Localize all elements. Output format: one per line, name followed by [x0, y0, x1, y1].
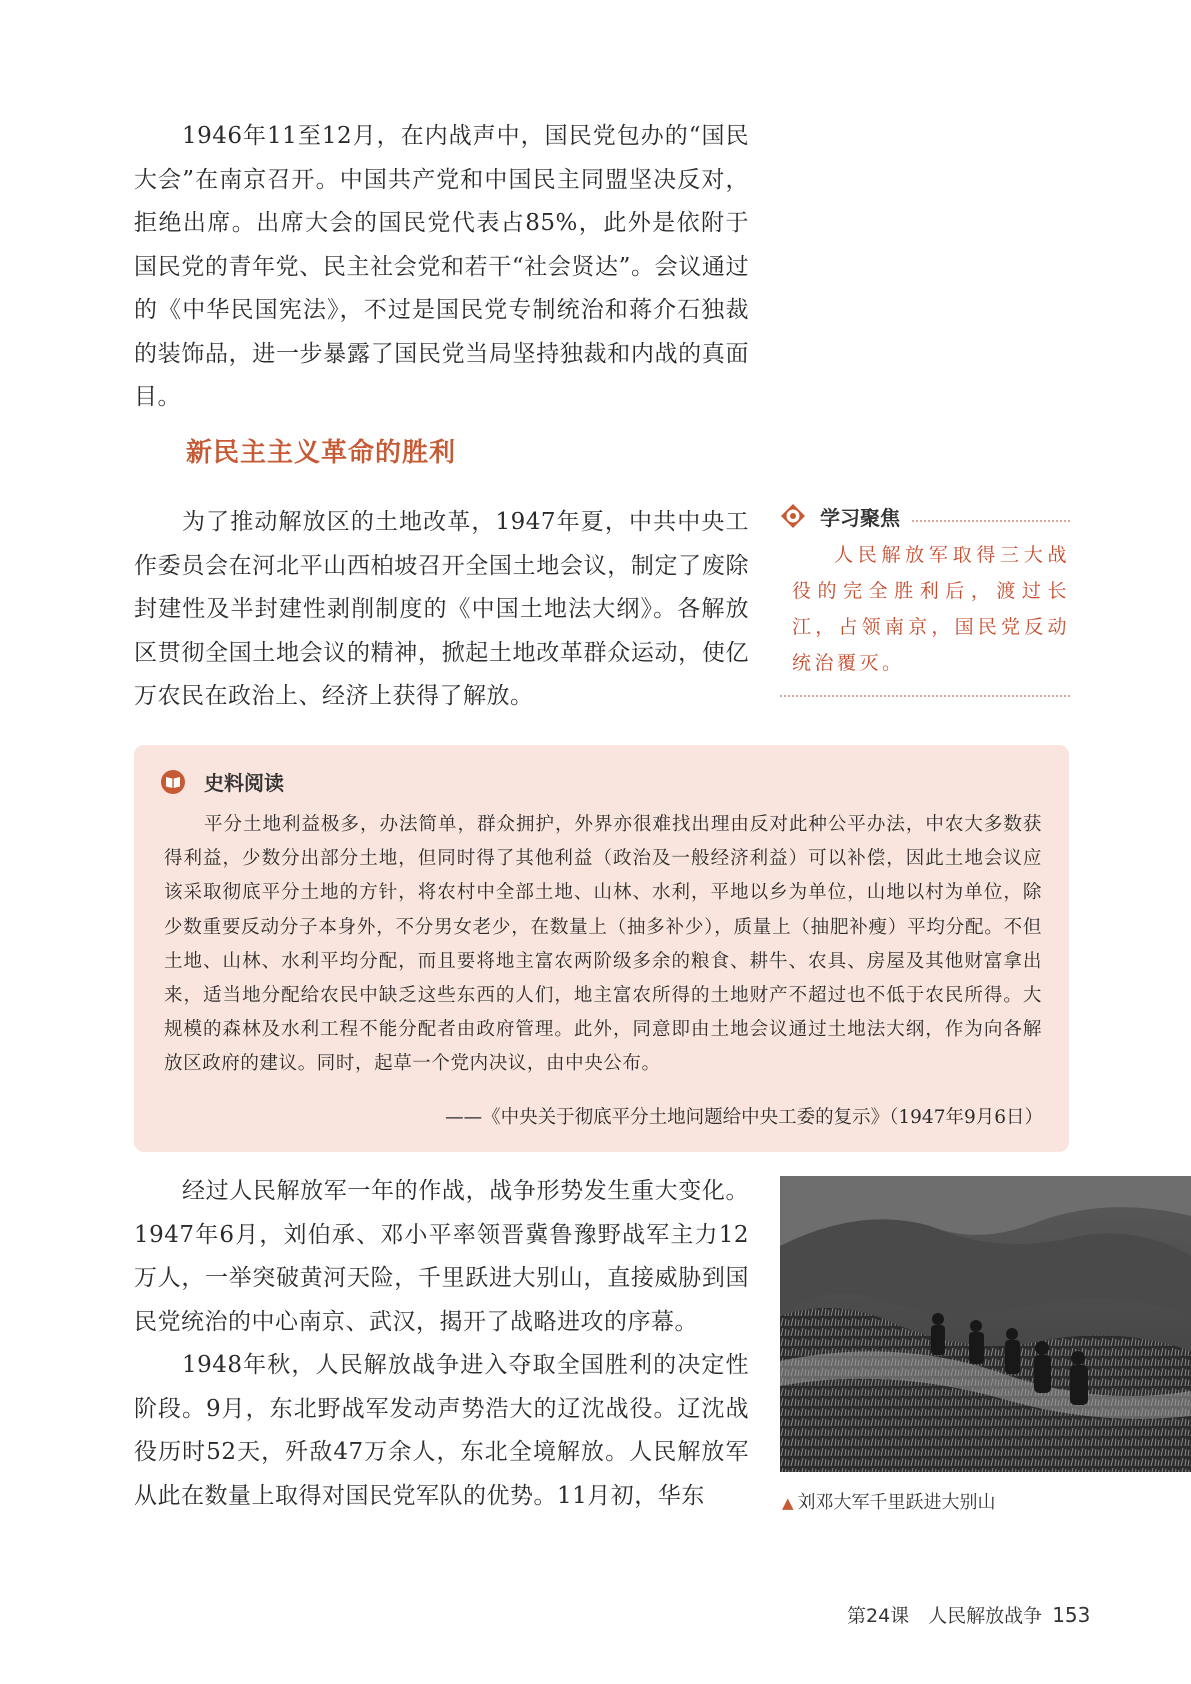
historical-photo — [780, 1176, 1191, 1472]
photo-caption-text: 刘邓大军千里跃进大别山 — [797, 1492, 996, 1513]
learning-focus-text: 人民解放军取得三大战役的完全胜利后，渡过长江，占领南京，国民党反动统治覆灭。 — [792, 544, 1070, 674]
paragraph-3-text: 经过人民解放军一年的作战，战争形势发生重大变化。1947年6月，刘伯承、邓小平率领晋冀鲁豫野战军主力12万人，一举突破黄河天险，千里跃进大别山，直接威胁到国民党统治的中心南京、武汉，揭开了战略进攻的序幕。 — [134, 1178, 749, 1335]
historical-reading-title: 史料阅读 — [204, 771, 284, 795]
book-icon — [160, 769, 186, 795]
photo-caption — [782, 1488, 996, 1514]
dotted-divider-bottom — [780, 695, 1070, 697]
lesson-title: 第24课 人民解放战争 — [847, 1605, 1043, 1627]
paragraph-1: 1946年11至12月，在内战声中，国民党包办的“国民大会”在南京召开。中国共产党和中国民主同盟坚决反对，拒绝出席。出席大会的国民党代表占85%，此外是依附于国民党的青年党、民主社会党和若干“社会贤达”。会议通过的《中华民国宪法》，不过是国民党专制统治和蒋介石独裁的装饰品，进一步暴露了国民党当局坚持独裁和内战的真面目。 — [134, 123, 749, 410]
dotted-divider — [912, 520, 1070, 522]
focus-target-icon — [780, 503, 806, 529]
paragraph-3 — [134, 1170, 749, 1518]
historical-reading-box — [134, 745, 1069, 1152]
page-number: 153 — [1052, 1603, 1091, 1627]
caption-triangle-icon: ▲ — [782, 1494, 794, 1512]
paragraph-4-text: 1948年秋，人民解放战争进入夺取全国胜利的决定性阶段。9月，东北野战军发动声势浩大的辽沈战役。辽沈战役历时52天，歼敌47万余人，东北全境解放。人民解放军从此在数量上取得对国民党军队的优势。11月初，华东 — [134, 1352, 749, 1509]
section-heading: 新民主主义革命的胜利 — [186, 438, 457, 468]
historical-reading-text: 平分土地利益极多，办法简单，群众拥护，外界亦很难找出理由反对此种公平办法，中农大多数获得利益，少数分出部分土地，但同时得了其他利益（政治及一般经济利益）可以补偿，因此土地会议应该采取彻底平分土地的方针，将农村中全部土地、山林、水利，平地以乡为单位，山地以村为单位，除少数重要反动分子本身外，不分男女老少，在数量上（抽多补少），质量上（抽肥补瘦）平均分配。不但土地、山林、水利平均分配，而且要将地主富农两阶级多余的粮食、耕牛、农具、房屋及其他财富拿出来，适当地分配给农民中缺乏这些东西的人们，地主富农所得的土地财产不超过也不低于农民所得。大规模的森林及水利工程不能分配者由政府管理。此外，同意即由土地会议通过土地法大纲，作为向各解放区政府的建议。同时，起草一个党内决议，由中央公布。 — [164, 814, 1042, 1075]
learning-focus-box — [780, 501, 1070, 697]
historical-reading-source: ——《中央关于彻底平分土地问题给中央工委的复示》（1947年9月6日） — [445, 1107, 1043, 1128]
page-footer — [847, 1601, 1090, 1628]
paragraph-2: 为了推动解放区的土地改革，1947年夏，中共中央工作委员会在河北平山西柏坡召开全国土地会议，制定了废除封建性及半封建性剥削制度的《中国土地法大纲》。各解放区贯彻全国土地会议的精神，掀起土地改革群众运动，使亿万农民在政治上、经济上获得了解放。 — [134, 509, 749, 709]
learning-focus-title: 学习聚焦 — [820, 505, 900, 530]
